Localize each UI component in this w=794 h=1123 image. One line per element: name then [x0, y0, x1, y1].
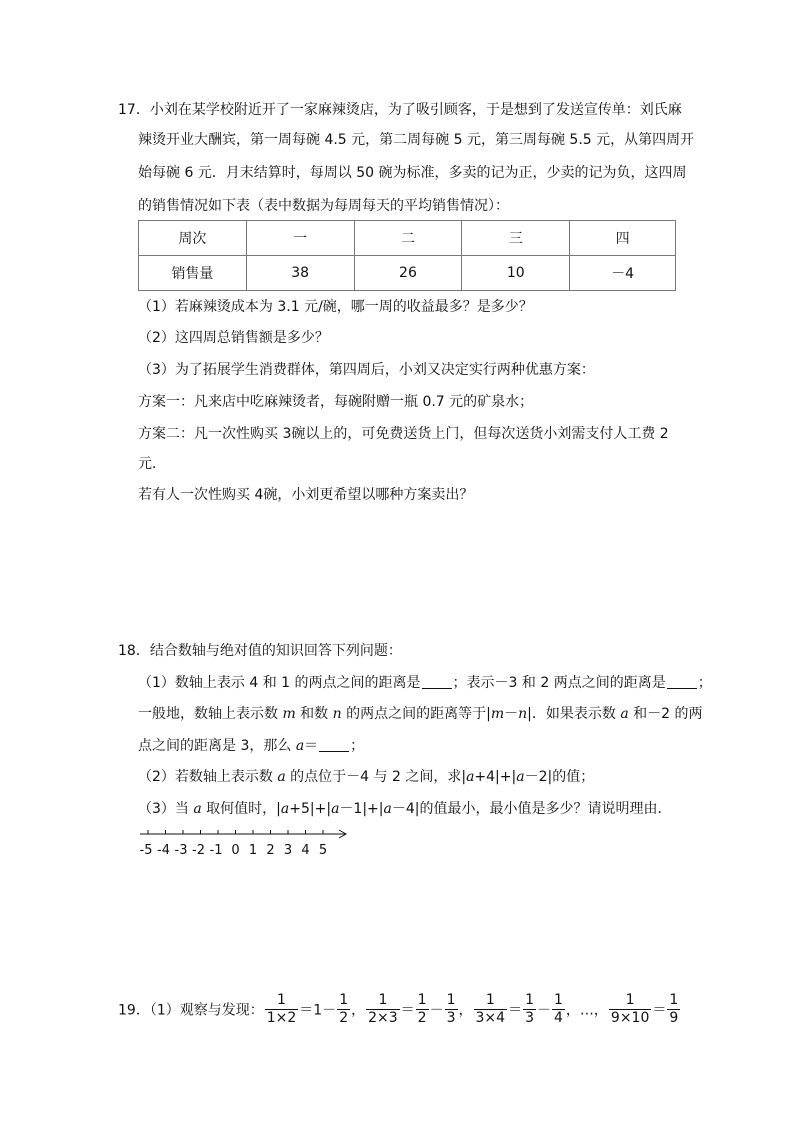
text: －2|的值； [524, 769, 595, 785]
var-a: a [280, 801, 290, 817]
number-line-tick-label: 1 [248, 843, 258, 858]
denominator: 2 [417, 1010, 427, 1026]
numerator: 1 [525, 992, 534, 1008]
table-row [139, 256, 676, 291]
numerator: 1 [669, 992, 679, 1008]
number-line-tick-label: -1 [209, 843, 223, 858]
text: ，…， [565, 1002, 608, 1019]
numerator: 1 [417, 992, 427, 1008]
fraction [265, 992, 299, 1027]
var-a: a [383, 801, 392, 817]
fraction [474, 992, 508, 1027]
text: +4|+| [474, 769, 517, 785]
denominator: 4 [553, 1010, 563, 1026]
text: 和－2 的两 [628, 706, 703, 722]
q17-plan1: 方案一：凡来店中吃麻辣烫者，每碗附赠一瓶 0.7 元的矿泉水； [138, 394, 534, 410]
number-line-tick-label: 5 [318, 843, 328, 858]
numerator: 1 [265, 992, 299, 1010]
table-cell: 销售量 [139, 256, 247, 291]
var-a: a [516, 769, 525, 785]
text: ＝ [652, 1002, 667, 1019]
text: ， [458, 1002, 473, 1019]
table-cell: 周次 [139, 221, 247, 256]
answer-blank[interactable] [319, 737, 349, 752]
var-a: a [466, 769, 475, 785]
answer-blank[interactable] [667, 674, 697, 689]
q18-general-line [138, 704, 703, 724]
var-a: a [331, 801, 340, 817]
q18-sub1-text-a: （1）数轴上表示 4 和 1 的两点之间的距离是 [138, 675, 421, 691]
var-a: a [620, 706, 629, 722]
q17-sub2: （2）这四周总销售额是多少？ [138, 330, 329, 346]
number-line-tick-label: 2 [266, 843, 275, 858]
q17-line-4: 的销售情况如下表（表中数据为每周每天的平均销售情况）： [138, 198, 509, 214]
text: ＝ [508, 1002, 523, 1019]
q17-plan2-line2: 元． [138, 456, 166, 472]
table-row [139, 221, 676, 256]
var-n: n [518, 706, 528, 722]
text: 取何值时，| [201, 801, 281, 817]
text: ， [351, 1002, 366, 1019]
fraction [667, 992, 680, 1027]
fraction [445, 992, 458, 1027]
numerator: 1 [553, 992, 563, 1008]
text: 一般地，数轴上表示数 [138, 706, 283, 722]
number-line-tick-label: -4 [157, 843, 170, 858]
text: 的点位于－4 与 2 之间，求| [285, 769, 467, 785]
q17-sub3: （3）为了拓展学生消费群体，第四周后，小刘又决定实行两种优惠方案： [138, 362, 595, 378]
var-m: m [490, 706, 505, 722]
q18-sub1 [138, 673, 712, 693]
text: 和数 [295, 706, 333, 722]
text: －4|的值最小，最小值是多少？请说明理由． [391, 801, 672, 817]
q18-intro: 18．结合数轴与绝对值的知识回答下列问题： [118, 643, 402, 659]
text: － [536, 1002, 551, 1019]
fraction [523, 992, 536, 1027]
text: 的两点之间的距离等于| [341, 706, 491, 722]
number-line-tick-label: 4 [301, 843, 310, 858]
denominator: 9×10 [610, 1010, 650, 1026]
table-cell: 38 [246, 256, 354, 291]
table-cell: 四 [570, 221, 676, 256]
numerator: 1 [366, 992, 400, 1010]
q18-sub1-text-c: ； [697, 675, 712, 691]
q17-plan2-line1: 方案二：凡一次性购买 3碗以上的，可免费送货上门，但每次送货小刘需支付人工费 2 [138, 426, 669, 442]
text: 点之间的距离是 3，那么 [138, 738, 296, 754]
fraction [416, 992, 429, 1027]
answer-blank[interactable] [422, 674, 452, 689]
fraction [609, 992, 651, 1027]
var-m: m [282, 706, 296, 722]
number-line [140, 824, 350, 844]
sales-table [138, 220, 676, 291]
number-line-tick-label: -5 [139, 843, 153, 858]
text: （3）当 [138, 801, 194, 817]
number-line-tick-label: -3 [174, 843, 188, 858]
q18-distance-line [138, 736, 364, 756]
denominator: 2×3 [368, 1010, 398, 1026]
text: ＝ [304, 738, 319, 754]
q18-sub3 [138, 799, 671, 819]
q17-question: 若有人一次性购买 4碗，小刘更希望以哪种方案卖出？ [138, 487, 474, 503]
var-a: a [193, 801, 202, 817]
fraction [337, 992, 350, 1027]
denominator: 3 [525, 1010, 534, 1026]
table-cell: －4 [570, 256, 676, 291]
q17-sub1: （1）若麻辣烫成本为 3.1 元/碗，哪一周的收益最多？是多少？ [138, 299, 533, 315]
text: －1|+| [339, 801, 384, 817]
numerator: 1 [474, 992, 508, 1010]
number-line-tick-label: 3 [283, 843, 293, 858]
fraction [366, 992, 400, 1027]
text: +5|+| [289, 801, 332, 817]
q17-line-3: 始每碗 6 元．月末结算时，每周以 50 碗为标准，多卖的记为正，少卖的记为负，这四周 [138, 165, 687, 181]
table-cell: 26 [354, 256, 462, 291]
var-n: n [332, 706, 342, 722]
numerator: 1 [339, 992, 349, 1008]
text: |．如果表示数 [527, 706, 621, 722]
denominator: 9 [669, 1010, 679, 1026]
text: ＝1－ [299, 1002, 337, 1019]
numerator: 1 [446, 992, 456, 1008]
q19-lead: 19．（1）观察与发现： [118, 1002, 264, 1019]
number-line-tick-label: 0 [231, 843, 240, 858]
table-cell: 一 [246, 221, 354, 256]
table-cell: 10 [462, 256, 570, 291]
table-cell: 二 [354, 221, 462, 256]
text: ； [350, 738, 365, 754]
q18-sub1-text-b: ；表示－3 和 2 两点之间的距离是 [452, 675, 666, 691]
q19-line [118, 992, 681, 1027]
text: （2）若数轴上表示数 [138, 769, 278, 785]
q18-sub2 [138, 767, 594, 787]
numerator: 1 [609, 992, 651, 1010]
number-line-tick-label: -2 [192, 843, 205, 858]
table-cell: 三 [462, 221, 570, 256]
denominator: 3 [446, 1010, 456, 1026]
var-a: a [295, 738, 305, 754]
var-a: a [277, 769, 286, 785]
denominator: 1×2 [266, 1010, 297, 1026]
text: － [429, 1002, 444, 1019]
q17-line-1: 17．小刘在某学校附近开了一家麻辣烫店，为了吸引顾客，于是想到了发送宣传单：刘氏麻 [118, 102, 682, 118]
denominator: 2 [339, 1010, 349, 1026]
text: ＝ [400, 1002, 415, 1019]
fraction [552, 992, 565, 1027]
q17-line-2: 辣烫开业大酬宾，第一周每碗 4.5 元，第二周每碗 5 元，第三周每碗 5.5 元，从第四周开 [138, 132, 695, 148]
denominator: 3×4 [475, 1010, 506, 1026]
text: － [504, 706, 519, 722]
